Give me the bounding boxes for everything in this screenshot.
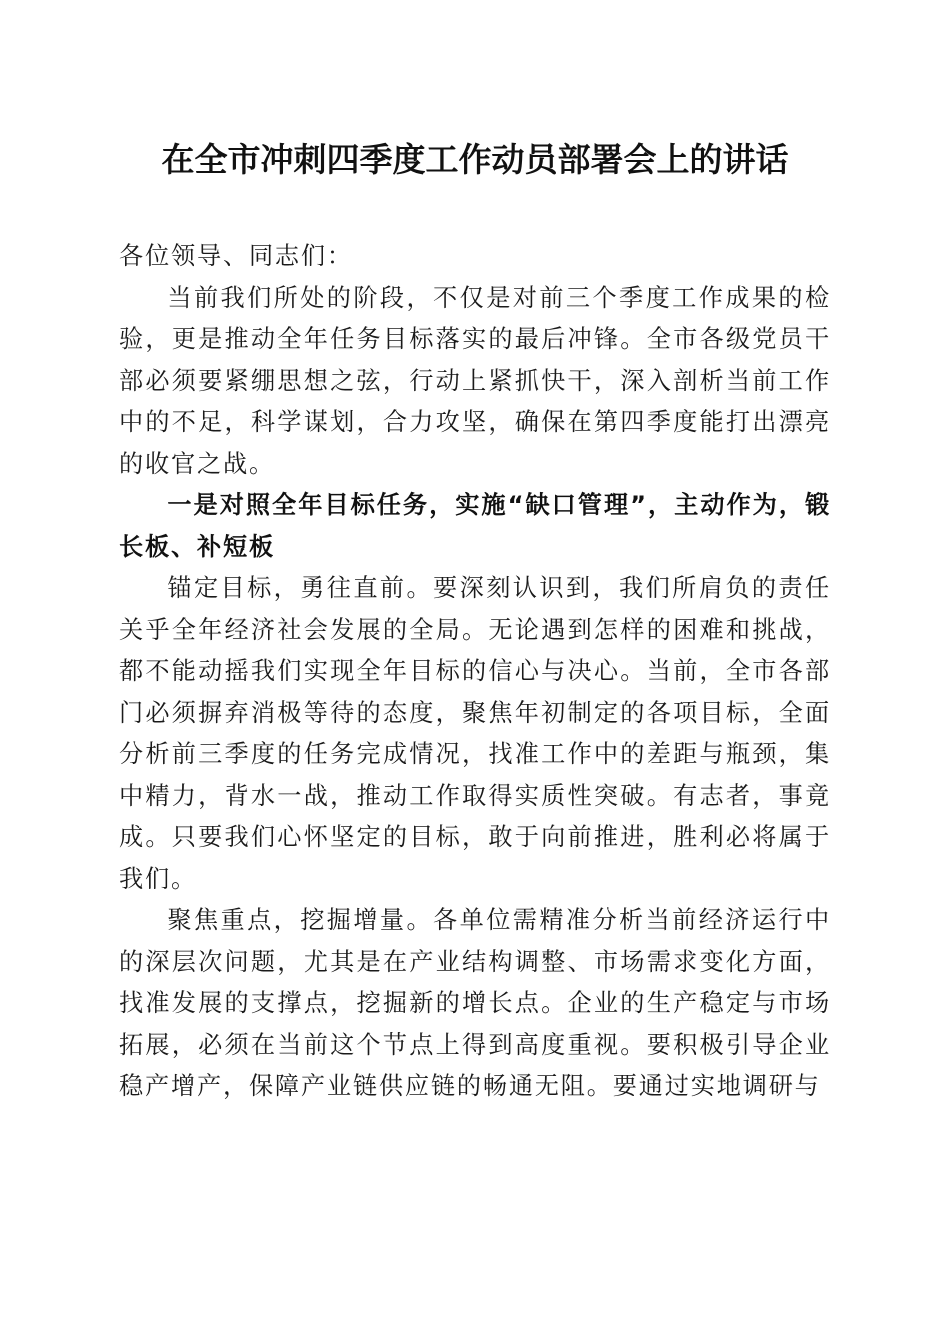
document-body xyxy=(119,236,831,1108)
document-title: 在全市冲刺四季度工作动员部署会上的讲话 xyxy=(161,140,789,179)
section-heading-1: 一是对照全年目标任务，实施“缺口管理”，主动作为，锻长板、补短板 xyxy=(119,491,831,561)
salutation: 各位领导、同志们： xyxy=(119,242,353,270)
paragraph-anchor-goals: 锚定目标，勇往直前。要深刻认识到，我们所肩负的责任关乎全年经济社会发展的全局。无论遇到怎样的困难和挑战，都不能动摇我们实现全年目标的信心与决心。当前，全市各部门必须摒弃消极等待的态度，聚焦年初制定的各项目标，全面分析前三季度的任务完成情况，找准工作中的差距与瓶颈，集中精力，背水一战，推动工作取得实质性突破。有志者，事竟成。只要我们心怀坚定的目标，敢于向前推进，胜利必将属于我们。 xyxy=(119,574,831,893)
paragraph-intro: 当前我们所处的阶段，不仅是对前三个季度工作成果的检验，更是推动全年任务目标落实的最后冲锋。全市各级党员干部必须要紧绷思想之弦，行动上紧抓快干，深入剖析当前工作中的不足，科学谋划，合力攻坚，确保在第四季度能打出漂亮的收官之战。 xyxy=(119,283,831,478)
paragraph-focus-key-points: 聚焦重点，挖掘增量。各单位需精准分析当前经济运行中的深层次问题，尤其是在产业结构调整、市场需求变化方面，找准发展的支撑点，挖掘新的增长点。企业的生产稳定与市场拓展，必须在当前这个节点上得到高度重视。要积极引导企业稳产增产，保障产业链供应链的畅通无阻。要通过实地调研与 xyxy=(119,906,831,1100)
